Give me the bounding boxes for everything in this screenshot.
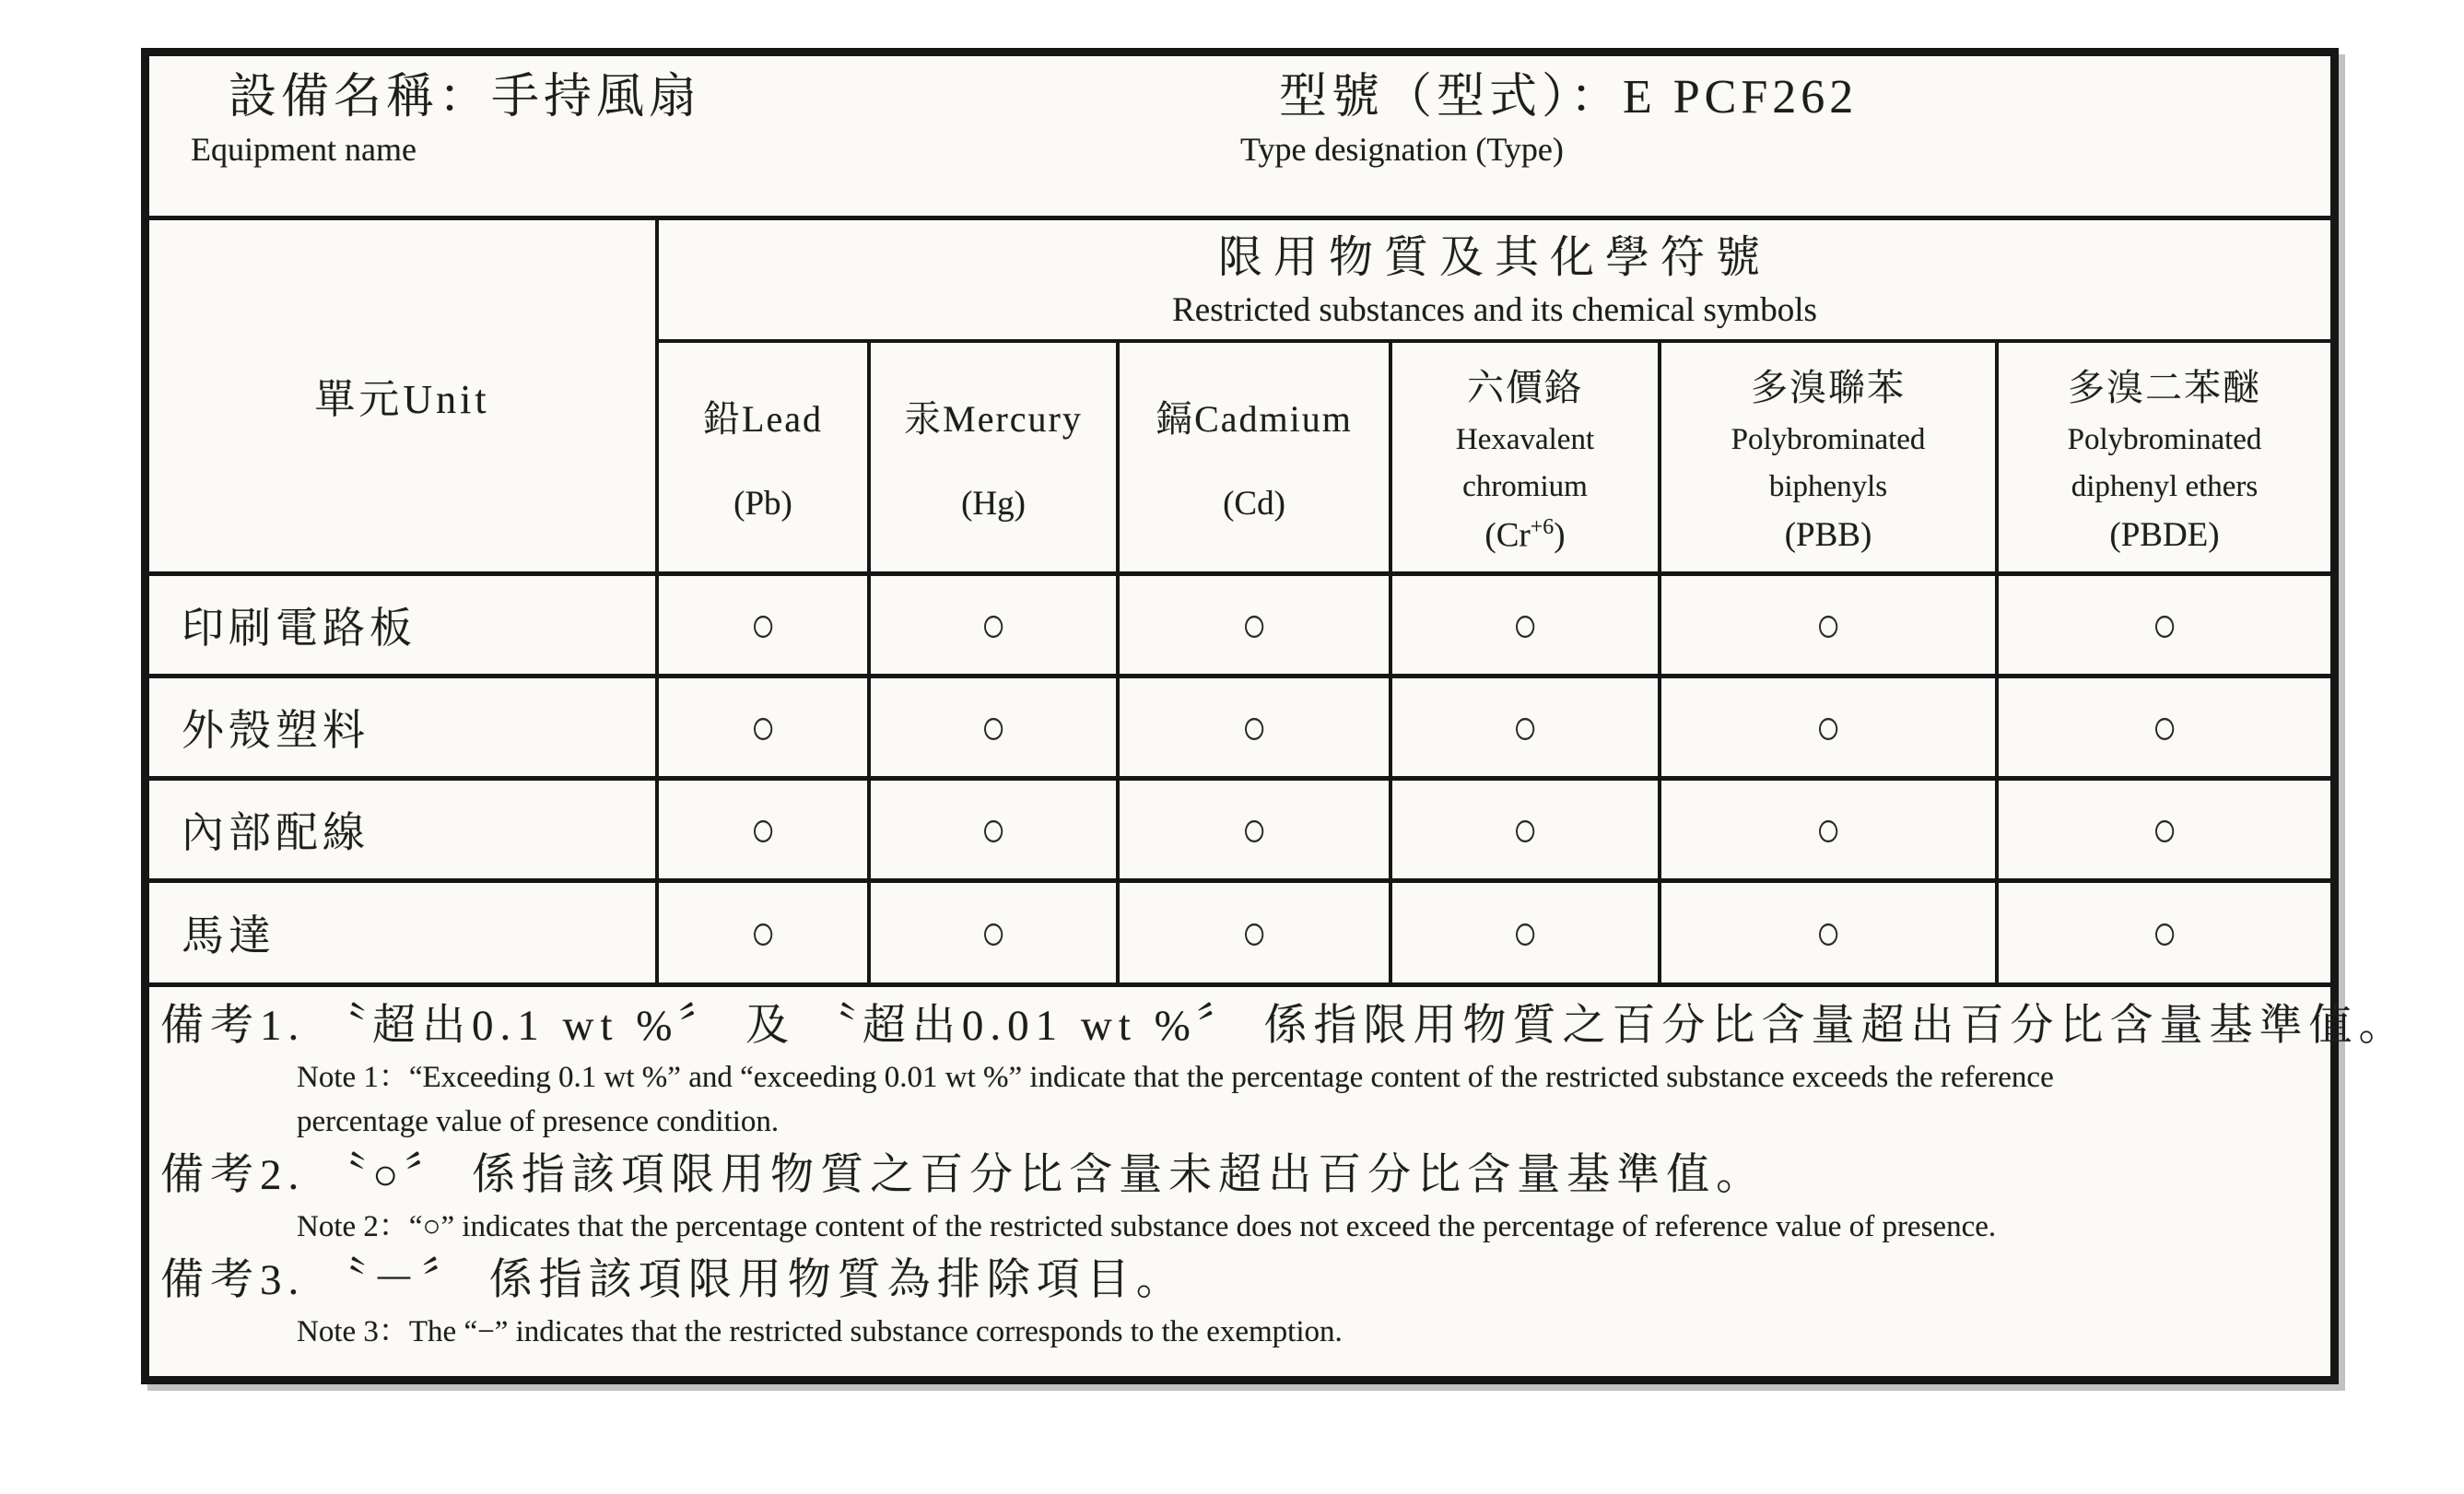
cell-wiring-cadmium <box>1118 778 1390 880</box>
column-header-pbde <box>1997 341 2330 573</box>
unit-name: 外殼塑料 <box>149 676 657 778</box>
cell-wiring-pbde <box>1997 778 2330 880</box>
pbde-formula: (PBDE) <box>2109 516 2220 555</box>
compliance-mark: ○ <box>2152 698 2177 756</box>
unit-column-header: 單元Unit <box>149 220 657 573</box>
type-designation-cell <box>1237 56 2330 216</box>
chromium-formula: $(Cr^{+6})$ <box>1484 515 1566 555</box>
compliance-mark: ○ <box>2152 800 2177 858</box>
table-row-motor <box>149 880 2330 982</box>
compliance-mark: ○ <box>1815 698 1841 756</box>
cell-shell-pbde <box>1997 676 2330 778</box>
column-header-hexavalent-chromium <box>1390 341 1660 573</box>
cell-wiring-chromium <box>1390 778 1660 880</box>
cell-motor-chromium <box>1390 880 1660 982</box>
cell-motor-cadmium <box>1118 880 1390 982</box>
cell-shell-mercury <box>869 676 1118 778</box>
table-row-wiring <box>149 778 2330 880</box>
pbde-label-en1: Polybrominated <box>2067 423 2262 457</box>
group-header-row <box>149 220 2330 341</box>
note2-zh: 備考2. 〝○〞 係指該項限用物質之百分比含量未超出百分比含量基準值。 <box>160 1151 1766 1199</box>
unit-name: 印刷電路板 <box>149 573 657 676</box>
cell-shell-lead <box>657 676 869 778</box>
compliance-mark: ○ <box>1512 698 1538 756</box>
group-header-zh: 限用物質及其化學符號 <box>1217 232 1771 282</box>
cell-pcb-mercury <box>869 573 1118 676</box>
note2-en: Note 2：“○” indicates that the percentage content of the restricted substance does not exceed the percentage of reference value of presence. <box>297 1210 1997 1243</box>
pbb-label-en1: Polybrominated <box>1731 423 1926 457</box>
cell-wiring-pbb <box>1660 778 1997 880</box>
compliance-mark: ○ <box>1512 903 1538 961</box>
compliance-mark: ○ <box>1512 595 1538 653</box>
equipment-name-en: Equipment name <box>191 131 417 168</box>
compliance-mark: ○ <box>980 800 1006 858</box>
column-header-lead <box>657 341 869 573</box>
compliance-mark: ○ <box>1815 800 1841 858</box>
chromium-label-en2: chromium <box>1462 470 1588 504</box>
compliance-mark: ○ <box>750 903 776 961</box>
compliance-mark: ○ <box>1241 800 1267 858</box>
mercury-formula: (Hg) <box>961 485 1026 523</box>
column-header-cadmium <box>1118 341 1390 573</box>
cell-shell-pbb <box>1660 676 1997 778</box>
cell-motor-mercury <box>869 880 1118 982</box>
type-designation-en: Type designation (Type) <box>1240 131 1564 168</box>
compliance-mark: ○ <box>1241 903 1267 961</box>
compliance-mark: ○ <box>1241 595 1267 653</box>
compliance-mark: ○ <box>2152 903 2177 961</box>
pbde-label-en2: diphenyl ethers <box>2071 470 2259 504</box>
group-header-en: Restricted substances and its chemical symbols <box>1172 290 1817 329</box>
cell-pcb-chromium <box>1390 573 1660 676</box>
table-row-pcb <box>149 573 2330 676</box>
lead-label: 鉛Lead <box>703 398 823 441</box>
cell-pcb-cadmium <box>1118 573 1390 676</box>
compliance-mark: ○ <box>980 595 1006 653</box>
chromium-label-zh: 六價鉻 <box>1467 367 1583 409</box>
cell-shell-cadmium <box>1118 676 1390 778</box>
table-row-shell <box>149 676 2330 778</box>
compliance-mark: ○ <box>2152 595 2177 653</box>
notes-section <box>149 982 2409 1354</box>
note3-zh: 備考3. 〝－〞 係指該項限用物質為排除項目。 <box>160 1256 1186 1304</box>
type-designation-zh: 型號（型式）：E PCF262 <box>1279 71 1859 124</box>
compliance-mark: ○ <box>980 698 1006 756</box>
compliance-mark: ○ <box>750 800 776 858</box>
lead-formula: (Pb) <box>733 485 792 523</box>
equipment-name-zh: 設備名稱：手持風扇 <box>229 71 702 124</box>
pbb-label-en2: biphenyls <box>1768 470 1888 504</box>
note1-zh: 備考1. 〝超出0.1 wt %〞 及 〝超出0.01 wt %〞 係指限用物質之百分比含量超出百分比含量基準值。 <box>160 1002 2409 1050</box>
note1-en-line1: Note 1：“Exceeding 0.1 wt %” and “exceeding 0.01 wt %” indicate that the percentage content of the restricted substance exceeds the reference <box>297 1061 2054 1094</box>
equipment-name-cell <box>149 56 1237 216</box>
mercury-label: 汞Mercury <box>904 398 1083 441</box>
compliance-mark: ○ <box>750 595 776 653</box>
cell-pcb-pbb <box>1660 573 1997 676</box>
header-row <box>149 56 2330 220</box>
cadmium-formula: (Cd) <box>1223 485 1285 523</box>
cell-shell-chromium <box>1390 676 1660 778</box>
cell-wiring-mercury <box>869 778 1118 880</box>
unit-name: 馬達 <box>149 880 657 982</box>
column-header-mercury <box>869 341 1118 573</box>
cell-motor-pbde <box>1997 880 2330 982</box>
group-header-cell <box>657 220 2330 341</box>
pbb-label-zh: 多溴聯苯 <box>1751 367 1906 409</box>
pbb-formula: (PBB) <box>1784 516 1872 555</box>
column-header-pbb <box>1660 341 1997 573</box>
note3-en: Note 3：The “−” indicates that the restricted substance corresponds to the exemption. <box>297 1315 1343 1348</box>
pbde-label-zh: 多溴二苯醚 <box>2068 367 2261 409</box>
cell-pcb-pbde <box>1997 573 2330 676</box>
compliance-mark: ○ <box>1512 800 1538 858</box>
unit-name: 內部配線 <box>149 778 657 880</box>
cell-motor-pbb <box>1660 880 1997 982</box>
cell-wiring-lead <box>657 778 869 880</box>
note1-en-line2: percentage value of presence condition. <box>297 1105 780 1138</box>
compliance-mark: ○ <box>1815 903 1841 961</box>
rohs-declaration-document <box>141 48 2409 1384</box>
cell-motor-lead <box>657 880 869 982</box>
compliance-mark: ○ <box>1241 698 1267 756</box>
compliance-mark: ○ <box>980 903 1006 961</box>
chromium-label-en1: Hexavalent <box>1455 423 1595 457</box>
compliance-mark: ○ <box>750 698 776 756</box>
cell-pcb-lead <box>657 573 869 676</box>
cadmium-label: 鎘Cadmium <box>1156 398 1353 441</box>
compliance-mark: ○ <box>1815 595 1841 653</box>
restricted-substances-table <box>149 220 2330 982</box>
